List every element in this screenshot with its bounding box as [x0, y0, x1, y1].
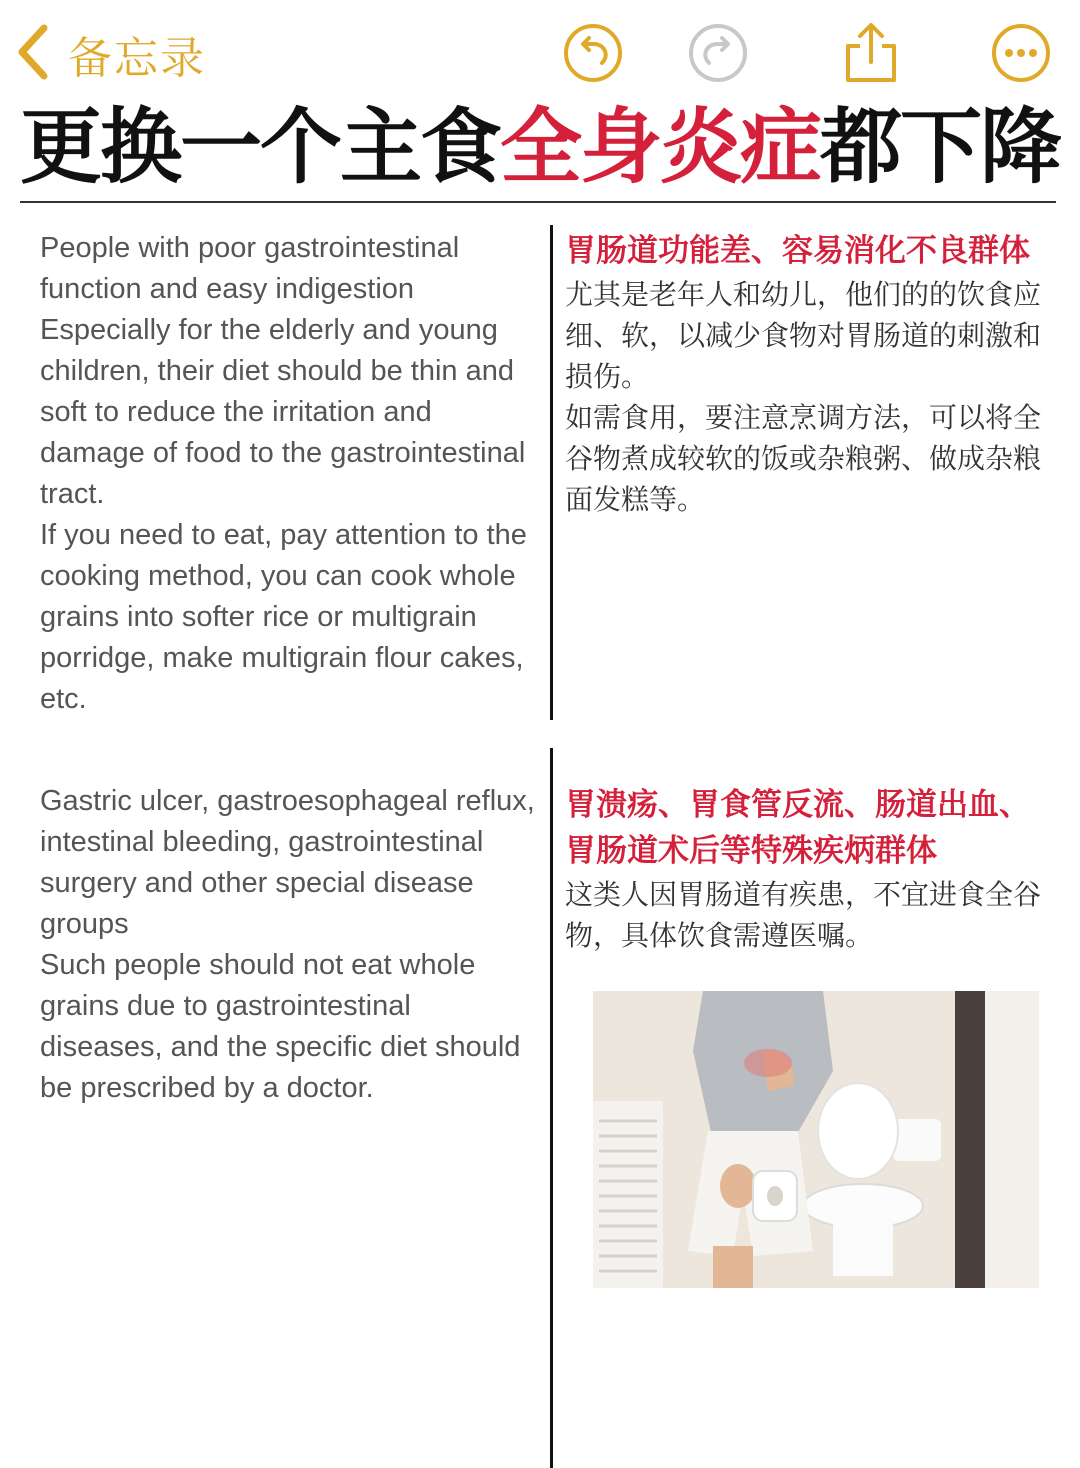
undo-icon[interactable] — [562, 22, 624, 84]
column-divider-bottom — [550, 748, 553, 1468]
chevron-left-icon — [14, 24, 50, 84]
section1-zh-paragraph-2: 如需食用，要注意烹调方法，可以将全谷物煮成较软的饭或杂粮粥、做成杂粮面发糕等。 — [565, 401, 1042, 516]
top-toolbar — [0, 0, 1080, 100]
section1-zh-paragraph-1: 尤其是老年人和幼儿，他们的的饮食应细、软，以减少食物对胃肠道的刺激和损伤。 — [565, 278, 1042, 393]
section2-english — [40, 781, 540, 1109]
share-icon[interactable] — [840, 22, 902, 84]
section2-en-paragraph-1: Such people should not eat whole grains due to gastrointestinal diseases, and the specific diet should be prescribed by a doctor. — [40, 949, 521, 1104]
section2-zh-paragraph-1: 这类人因胃肠道有疾患，不宜进食全谷物，具体饮食需遵医嘱。 — [565, 878, 1042, 952]
section1-en-paragraph-1: Especially for the elderly and young children, their diet should be thin and soft to reduce the irritation and damage of food to the gastrointestinal tract. — [40, 314, 526, 510]
section2-en-heading: Gastric ulcer, gastroesophageal reflux, intestinal bleeding, gastrointestinal surgery and other special disease groups — [40, 785, 535, 940]
title-part2: 都下降 — [820, 100, 1061, 195]
back-button[interactable] — [14, 22, 206, 86]
title-highlight: 全身炎症 — [500, 100, 821, 195]
title-divider — [20, 201, 1056, 203]
column-divider-top — [550, 225, 553, 720]
section1-zh-heading: 胃肠道功能差、容易消化不良群体 — [565, 233, 1030, 269]
page-title — [20, 100, 1060, 196]
more-icon[interactable] — [990, 22, 1052, 84]
back-label: 备忘录 — [68, 33, 206, 84]
section1-en-heading: People with poor gastrointestinal function and easy indigestion — [40, 232, 460, 305]
section2-chinese — [565, 782, 1045, 956]
section1-en-paragraph-2: If you need to eat, pay attention to the cooking method, you can cook whole grains into softer rice or multigrain porridge, make multigrain flour cakes, etc. — [40, 519, 527, 715]
title-part1: 更换一个主食 — [20, 100, 501, 195]
stomach-pain-photo — [593, 991, 1039, 1288]
redo-icon[interactable] — [687, 22, 749, 84]
section1-chinese — [565, 228, 1045, 520]
section1-english — [40, 228, 540, 720]
section2-zh-heading: 胃溃疡、胃食管反流、肠道出血、胃肠道术后等特殊疾炳群体 — [565, 787, 1030, 869]
